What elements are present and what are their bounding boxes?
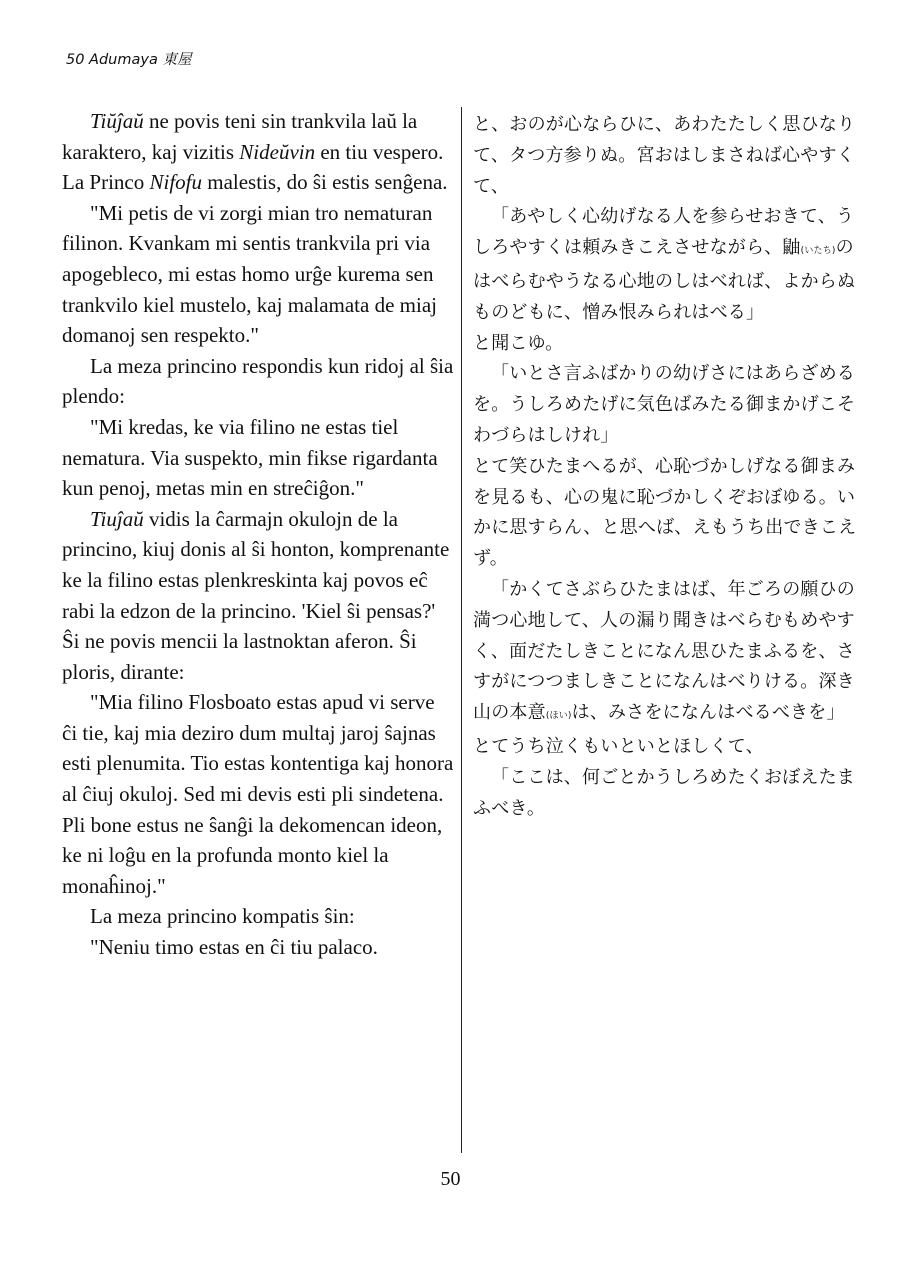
paragraph: 「いとさ言ふばかりの幼げさにはあらざめるを。うしろめたげに気色ばみたる御まかげこそわづらはしけれ」 <box>473 363 856 446</box>
page-number: 50 <box>440 1168 461 1190</box>
paragraph: とてうち泣くもいといとほしくて、 <box>473 735 764 757</box>
paragraph: La meza princino respondis kun ridoj al ŝia plendo: <box>62 353 454 409</box>
character-name: Nideŭvin <box>239 139 316 164</box>
ruby-annotation: (ほい) <box>545 711 572 722</box>
character-name: Nifofu <box>149 170 202 195</box>
ruby-annotation: (いたち) <box>800 246 836 257</box>
paragraph: "Mia filino Flosboato estas apud vi serve ĉi tie, kaj mia deziro dum multaj jaroj ŝajnas esti plenumita. Tio estas kontentiga kaj honora al ĉiuj okuloj. Sed mi devis esti pli sindetena. Pli bone estus ne ŝanĝi la dekomencan ideon, ke ni loĝu en la profunda monto kiel la monaĥinoj." <box>62 690 454 898</box>
paragraph: La meza princino kompatis ŝin: <box>90 904 355 929</box>
running-header: 50 Adumaya 東屋 <box>66 52 192 68</box>
character-name: Tiuĵaŭ <box>90 506 144 531</box>
paragraph: 「あやしく心幼げなる人を参らせおきて、うしろやすくは頼みきこえさせながら、鼬(いたち)のはべらむやうなる心地のしはべれば、よからぬものどもに、憎み恨みられはべる」 <box>473 206 856 323</box>
paragraph: "Mi kredas, ke via filino ne estas tiel nematura. Via suspekto, min fikse rigardanta kun penoj, metas min en streĉiĝon." <box>62 414 438 501</box>
character-name: Tiŭĵaŭ <box>90 109 144 133</box>
paragraph: Tiuĵaŭ vidis la ĉarmajn okulojn de la princino, kiuj donis al ŝi honton, komprenante ke la filino estas plenkreskinta kaj povos eĉ rabi la edzon de la princino. 'Kiel ŝi pensas?' Ŝi ne povis mencii la lastnoktan aferon. Ŝi ploris, dirante: <box>62 506 450 684</box>
paragraph: とて笑ひたまへるが、心恥づかしげなる御まみを見るも、心の鬼に恥づかしくぞおぼゆる。いかに思すらん、と思へば、えもうち出できこえず。 <box>473 455 857 570</box>
paragraph: "Neniu timo estas en ĉi tiu palaco. <box>90 935 378 960</box>
paragraph: "Mi petis de vi zorgi mian tro nematuran filinon. Kvankam mi sentis trankvila pri via apogebleco, mi estas homo urĝe kurema sen trankvilo kiel mustelo, kaj malamata de miaj domanoj sen respekto." <box>62 200 437 348</box>
japanese-column <box>473 110 858 824</box>
column-divider <box>461 107 462 1153</box>
paragraph: 「ここは、何ごとかうしろめたくおぼえたまふべき。 <box>473 766 855 819</box>
paragraph: と、おのが心ならひに、あわたたしく思ひなりて、タつ方参りぬ。宮おはしまさねば心やすくて、 <box>473 114 856 197</box>
paragraph: と聞こゆ。 <box>473 332 564 354</box>
paragraph: Tiŭĵaŭ ne povis teni sin trankvila laŭ la karaktero, kaj vizitis Nideŭvin en tiu vespero. La Princo Nifofu malestis, do ŝi estis senĝena. <box>62 109 448 195</box>
esperanto-column <box>62 106 454 963</box>
paragraph: 「かくてさぶらひたまはば、年ごろの願ひの満つ心地して、人の漏り聞きはべらむもめやすく、面だたしきことになん思ひたまふるを、さすがにつつましきことになんはべりける。深き山の本意(ほい)は、みさをになんはべるべきを」 <box>473 578 855 724</box>
